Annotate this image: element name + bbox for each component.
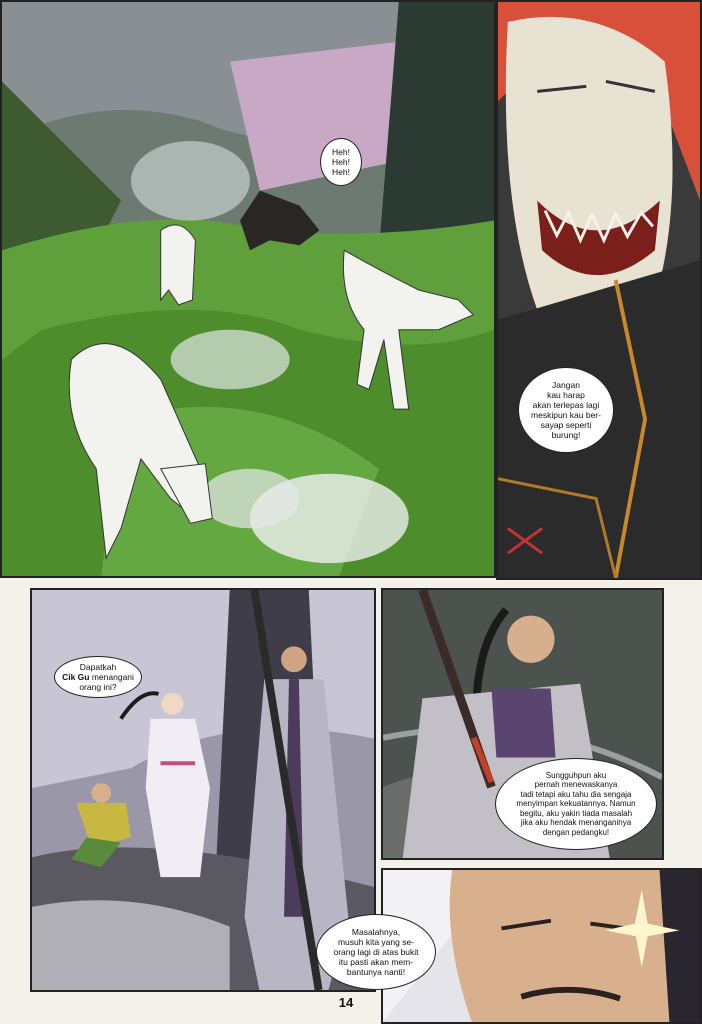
characters-art bbox=[32, 590, 374, 990]
bubble-text: Jangan kau harap akan terlepas lagi meskipun kau ber- sayap seperti burung! bbox=[531, 379, 601, 441]
bubble-text: Heh! Heh! Heh! bbox=[332, 146, 350, 177]
bubble-text: Sungguhpun aku pernah menewaskanya tadi tetapi aku tahu dia sengaja menyimpan kekuatannya. Namun begitu, aku yakin tiada masalah jika aku hendak menanganinya dengan pedangku! bbox=[516, 770, 636, 837]
bubble-text-name: Cik Gu bbox=[62, 671, 90, 682]
speech-bubble-heh bbox=[320, 138, 362, 186]
speech-bubble-problem bbox=[316, 914, 436, 990]
bubble-text-pre: Dapatkah bbox=[79, 661, 117, 672]
page-number: 14 bbox=[338, 995, 354, 1010]
bubble-text-post: menangani orang ini? bbox=[79, 671, 134, 692]
speech-bubble-sword bbox=[495, 758, 657, 850]
villain-art bbox=[498, 2, 700, 578]
speech-bubble-villain bbox=[518, 367, 614, 453]
speech-bubble-cik-gu bbox=[54, 656, 142, 698]
panel-goats-hillside bbox=[0, 0, 496, 578]
panel-swordsman-speech bbox=[381, 588, 664, 860]
goat-back bbox=[161, 225, 196, 305]
bubble-text: Masalahnya, musuh kita yang se- orang lagi di atas bukit itu pasti akan mem- bantunya nanti! bbox=[333, 926, 419, 978]
panel-villain-closeup bbox=[496, 0, 702, 580]
goats-scene-art bbox=[2, 2, 494, 576]
